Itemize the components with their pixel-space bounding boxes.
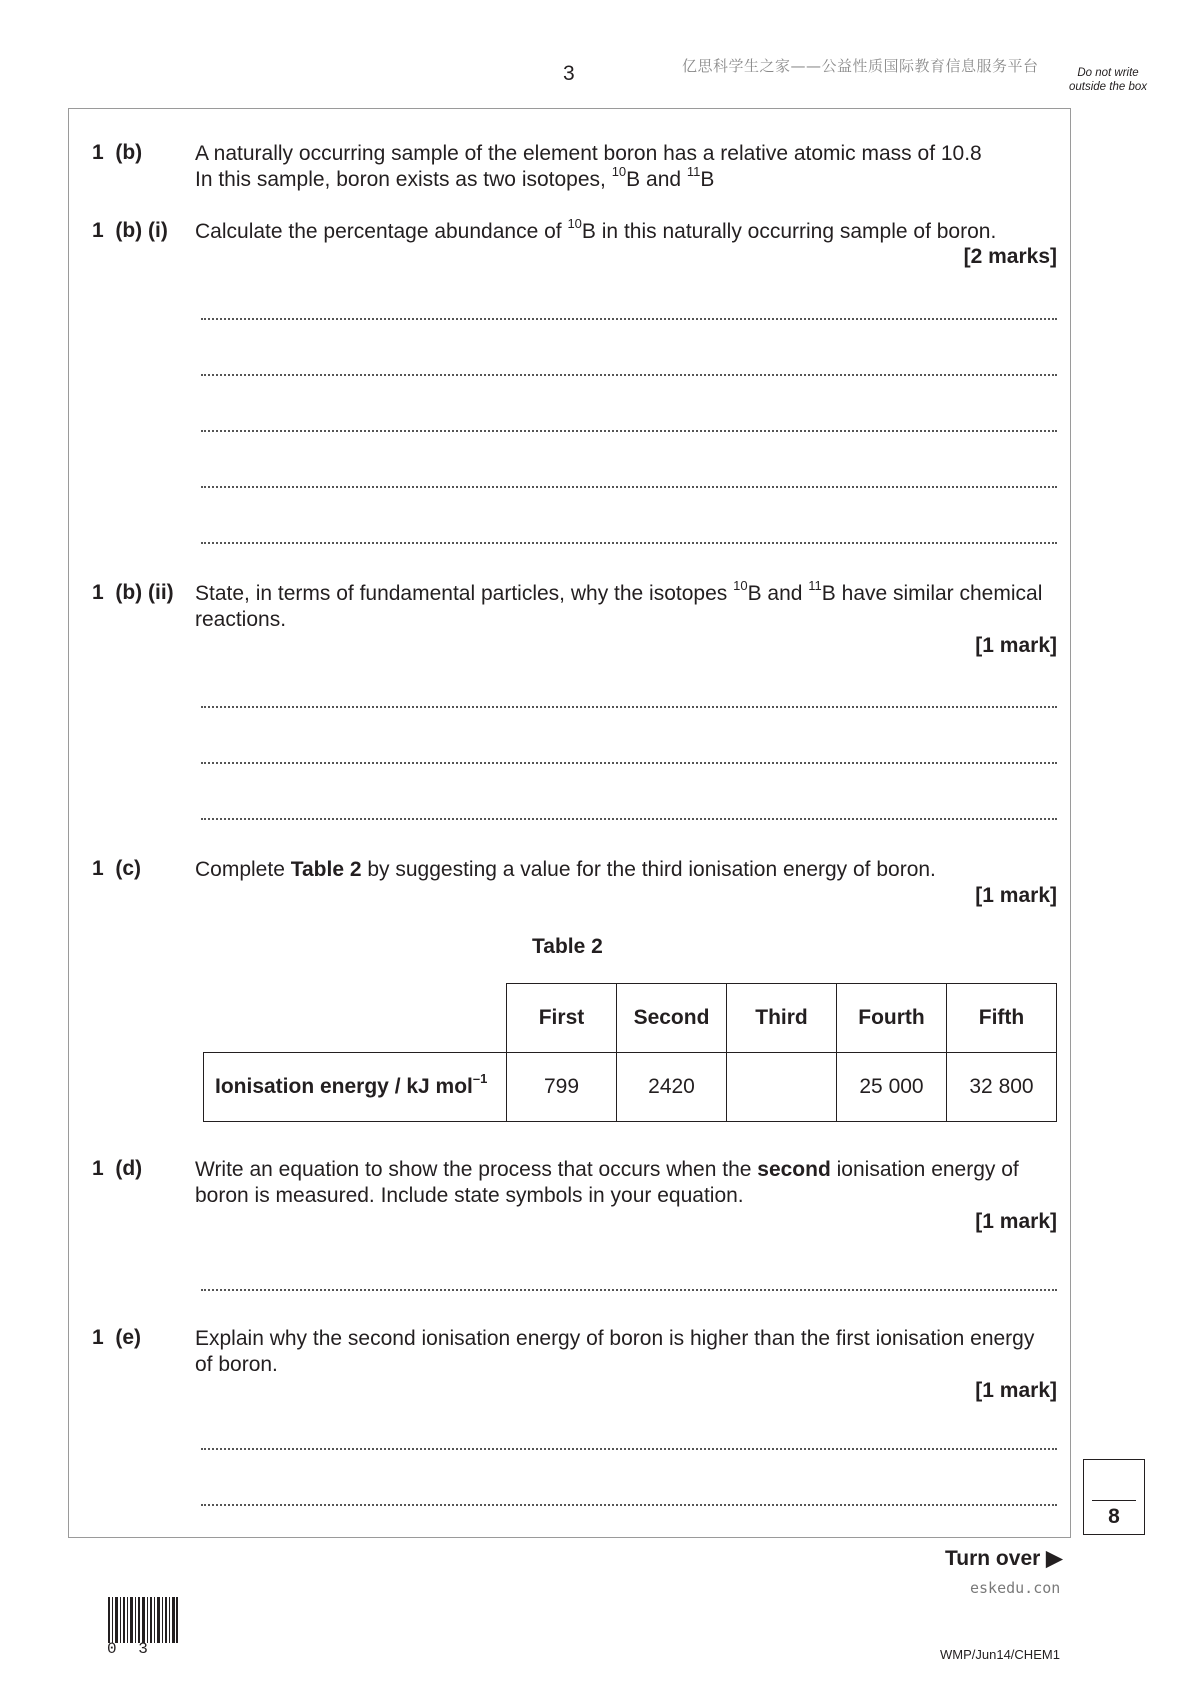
question-number-1bii: 1 (b) (ii) — [92, 581, 174, 604]
table-cell-answer[interactable] — [727, 1053, 837, 1122]
mass-number: 10 — [611, 164, 627, 179]
table-column-header: Fourth — [837, 984, 947, 1053]
question-text-1b — [195, 141, 1057, 193]
marks-label-1e: [1 mark] — [975, 1379, 1057, 1402]
table-cell: 2420 — [617, 1053, 727, 1122]
turn-over-label: Turn over ▶ — [945, 1547, 1063, 1570]
text-segment: Write an equation to show the process that occurs when the — [195, 1158, 758, 1181]
score-divider — [1092, 1500, 1136, 1501]
question-number-1b: 1 (b) — [92, 141, 143, 164]
table-cell: 25 000 — [837, 1053, 947, 1122]
mass-number: 11 — [808, 578, 822, 593]
marks-label-1d: [1 mark] — [975, 1210, 1057, 1233]
question-text-1c — [195, 857, 1057, 883]
table-cell: 799 — [507, 1053, 617, 1122]
text-segment-bold: Table 2 — [290, 858, 362, 881]
text-segment: B have similar chemical reactions. — [195, 582, 1043, 631]
table-column-header: Second — [617, 984, 727, 1053]
table-title: Table 2 — [532, 935, 603, 958]
mass-number: 10 — [733, 578, 748, 593]
text-segment: Calculate the percentage abundance of — [195, 220, 568, 243]
text-segment: by suggesting a value for the third ionisation energy of boron. — [361, 858, 936, 881]
question-number-1c: 1 (c) — [92, 857, 142, 880]
watermark-text: 亿思科学生之家——公益性质国际教育信息服务平台 — [682, 57, 1039, 75]
question-text-1bii — [195, 578, 1057, 633]
answer-line[interactable] — [201, 762, 1057, 764]
answer-line[interactable] — [201, 374, 1057, 376]
answer-box-border — [68, 108, 1071, 1538]
question-text-1d — [195, 1157, 1057, 1209]
score-total: 8 — [1108, 1505, 1120, 1528]
text-segment: ionisation energy of boron is measured. Include state symbols in your equation. — [195, 1158, 1019, 1207]
table-column-header: First — [507, 984, 617, 1053]
question-text-1bi — [195, 216, 1057, 245]
text-segment: B and — [626, 168, 687, 191]
mass-number: 10 — [567, 216, 582, 231]
question-text-1b-line2 — [195, 164, 1057, 193]
answer-line[interactable] — [201, 542, 1057, 544]
text-segment: In this sample, boron exists as two isotopes, — [195, 168, 612, 191]
question-number-1bi: 1 (b) (i) — [92, 219, 168, 242]
text-segment: Ionisation energy / kJ mol — [215, 1075, 473, 1098]
text-segment: Complete — [195, 858, 291, 881]
site-watermark: eskedu.con — [970, 1579, 1061, 1597]
barcode-number: 0 3 — [107, 1640, 154, 1658]
table-cell: 32 800 — [947, 1053, 1057, 1122]
text-segment-bold: second — [757, 1158, 831, 1181]
paper-reference: WMP/Jun14/CHEM1 — [940, 1647, 1060, 1662]
question-number-1e: 1 (e) — [92, 1326, 142, 1349]
ionisation-energy-table — [203, 983, 1057, 1122]
table-column-header: Fifth — [947, 984, 1057, 1053]
answer-line[interactable] — [201, 1448, 1057, 1450]
answer-line[interactable] — [201, 1504, 1057, 1506]
text-segment: B in this naturally occurring sample of boron. — [581, 220, 997, 243]
table-column-header: Third — [727, 984, 837, 1053]
question-text-1b-line1: A naturally occurring sample of the element boron has a relative atomic mass of 10.8 — [195, 142, 982, 165]
text-segment: B and — [747, 582, 809, 605]
score-box — [1083, 1459, 1145, 1535]
table-header-row — [204, 984, 1057, 1053]
marks-label-1c: [1 mark] — [975, 884, 1057, 907]
table-corner-cell — [204, 984, 507, 1053]
page-number: 3 — [563, 62, 575, 85]
margin-note: Do not write outside the box — [1068, 67, 1147, 93]
marks-label-1bii: [1 mark] — [975, 634, 1057, 657]
question-text-1e: Explain why the second ionisation energy of boron is higher than the first ionisation energy of boron. — [195, 1327, 1035, 1376]
answer-line[interactable] — [201, 486, 1057, 488]
unit-exponent: –1 — [472, 1071, 488, 1086]
answer-line[interactable] — [201, 706, 1057, 708]
question-number-1d: 1 (d) — [92, 1157, 143, 1180]
text-segment: State, in terms of fundamental particles, why the isotopes — [195, 582, 734, 605]
answer-line[interactable] — [201, 818, 1057, 820]
answer-line[interactable] — [201, 318, 1057, 320]
answer-line[interactable] — [201, 430, 1057, 432]
text-segment: B — [700, 168, 715, 191]
table-row — [204, 1053, 1057, 1122]
table-row-header — [204, 1053, 507, 1122]
marks-label-1bi: [2 marks] — [963, 245, 1057, 268]
barcode-icon — [108, 1597, 178, 1643]
answer-line[interactable] — [201, 1289, 1057, 1291]
mass-number: 11 — [686, 164, 701, 179]
